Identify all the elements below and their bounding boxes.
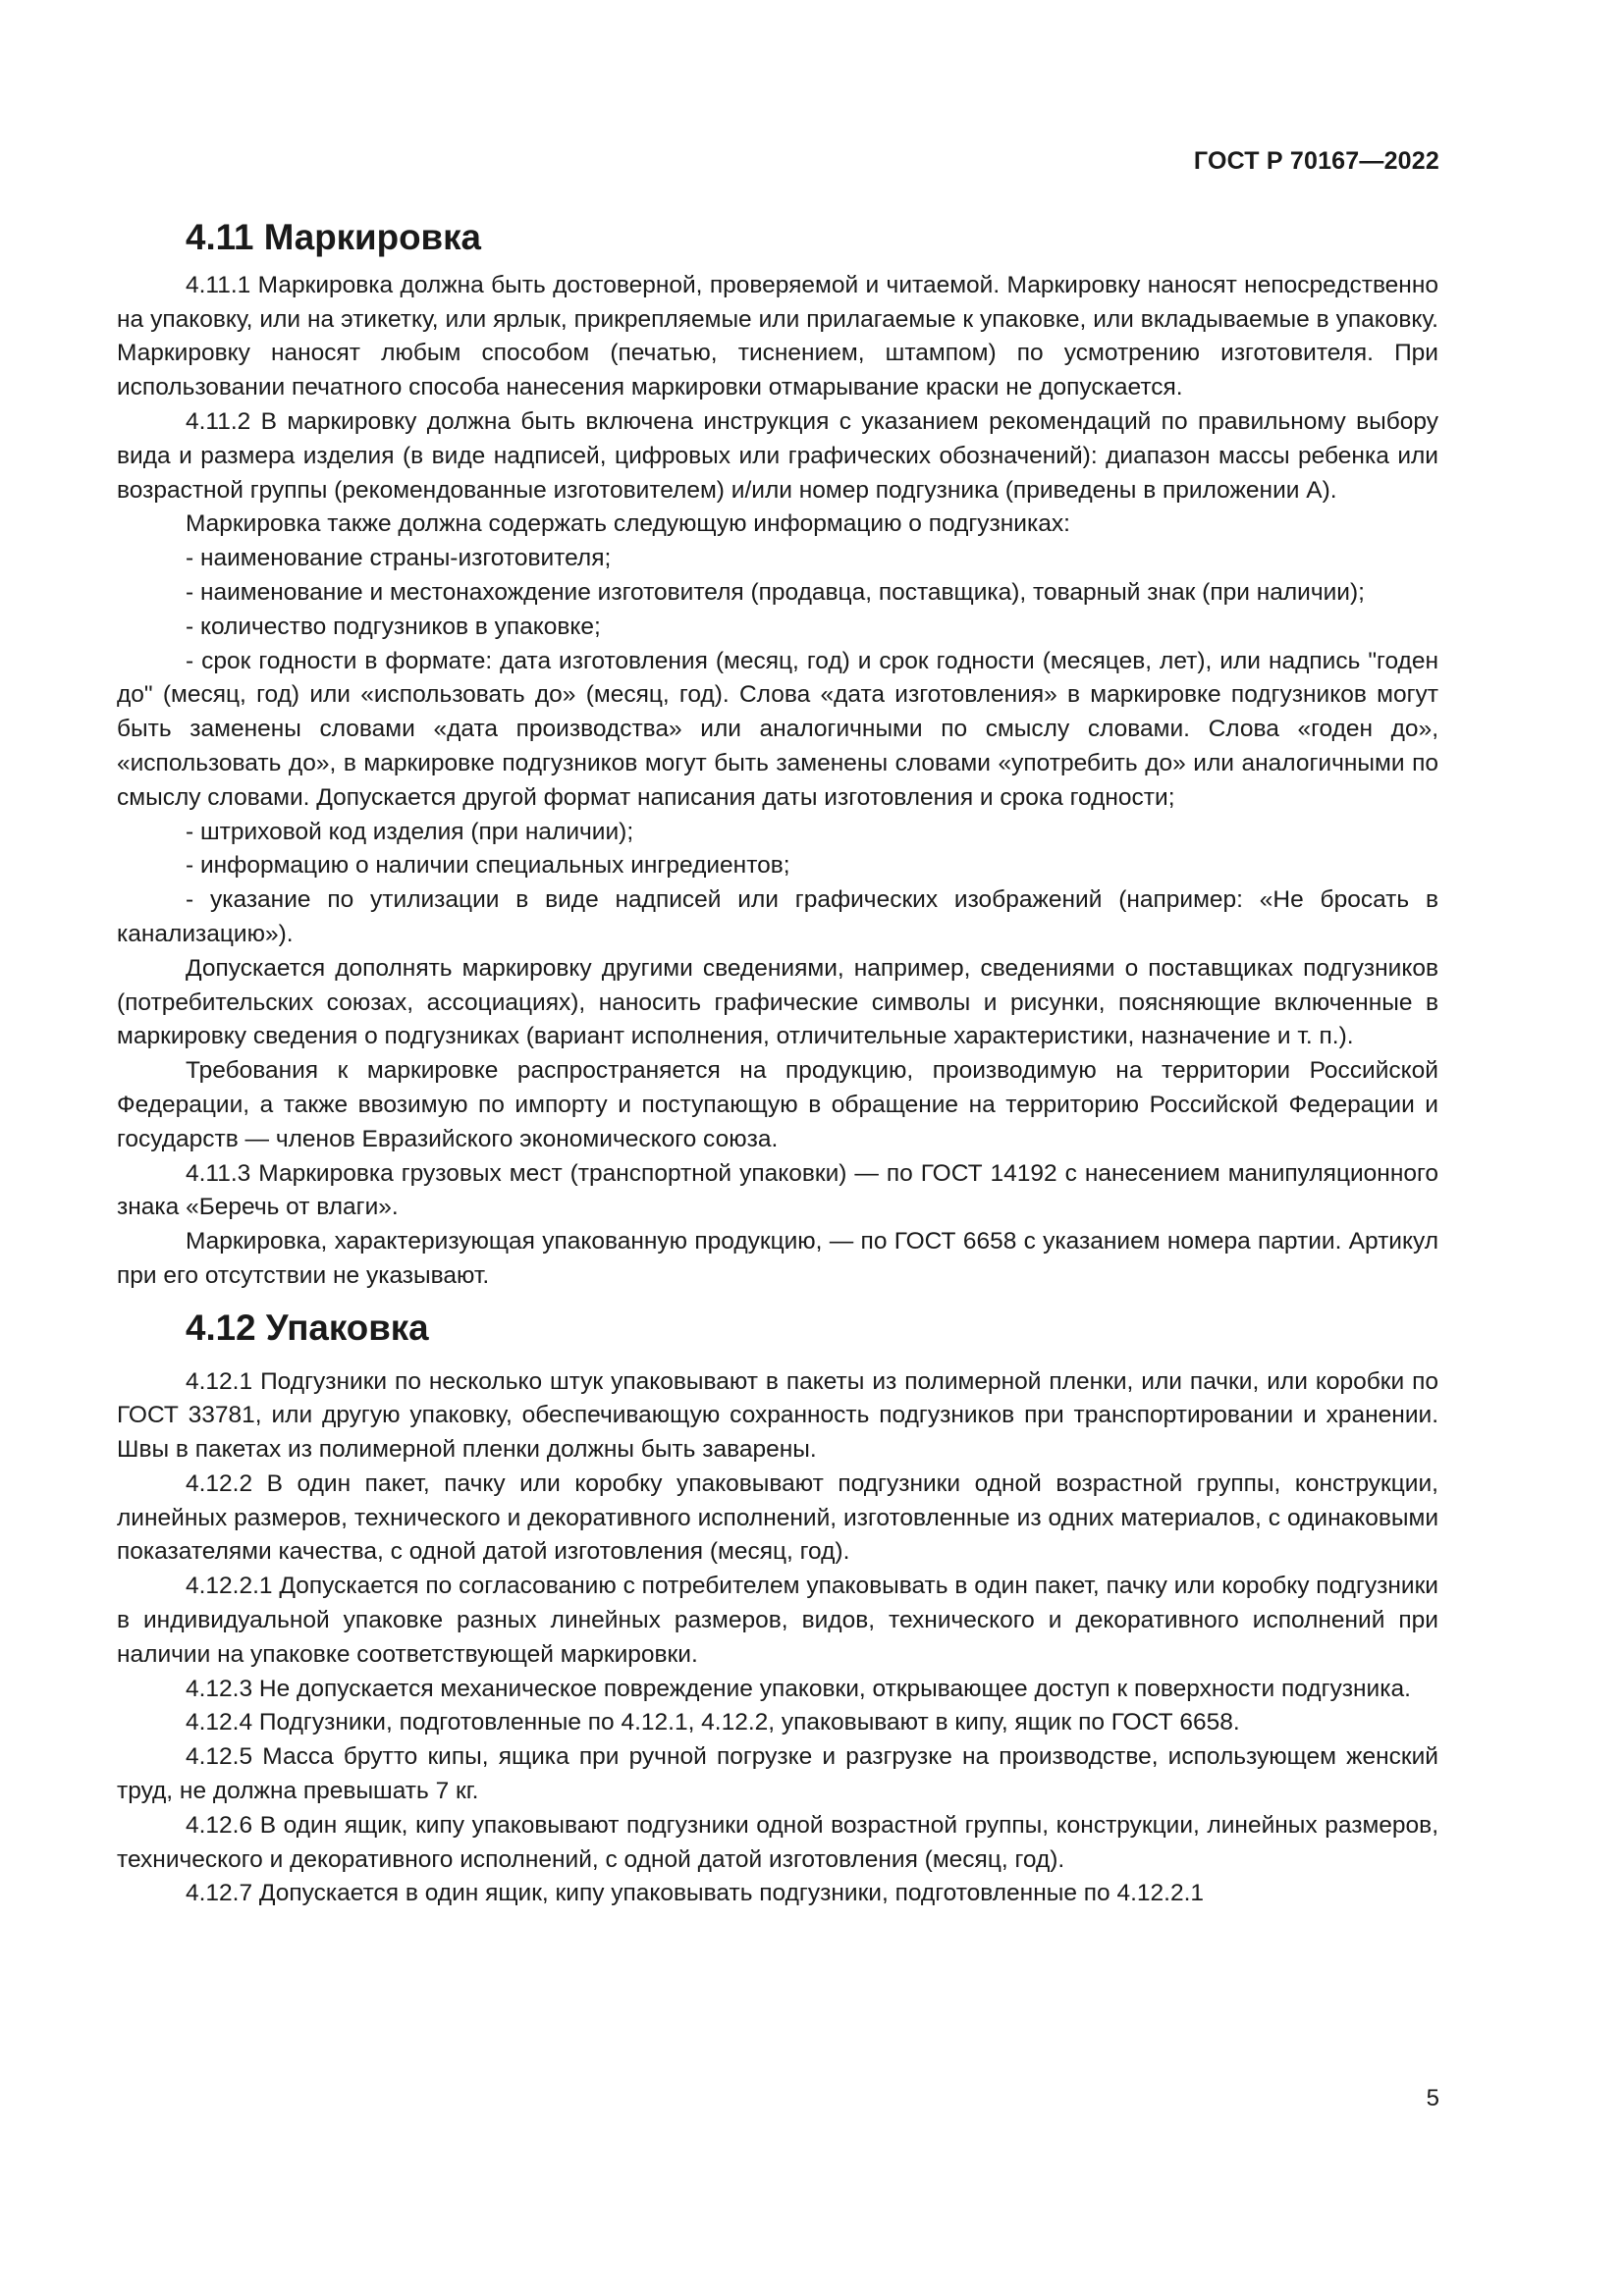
paragraph: 4.11.1 Маркировка должна быть достоверной, проверяемой и читаемой. Маркировку наносят непосредственно на упаковку, или на этикетку, или ярлык, прикрепляемые или прилагаемые к упаковке, или вкладываемые в упаковку. Маркировку наносят любым способом (печатью, тиснением, штампом) по усмотрению изготовителя. При использовании печатного способа нанесения маркировки отмарывание краски не допускается. xyxy=(117,271,1438,401)
list-item: - количество подгузников в упаковке; xyxy=(186,613,601,640)
page-number: 5 xyxy=(1426,2085,1439,2111)
paragraph: 4.12.4 Подгузники, подготовленные по 4.12.1, 4.12.2, упаковывают в кипу, ящик по ГОСТ 6658. xyxy=(186,1709,1240,1736)
paragraph: 4.12.6 В один ящик, кипу упаковывают подгузники одной возрастной группы, конструкции, линейных размеров, технического и декоративного исполнений, с одной датой изготовления (месяц, год). xyxy=(117,1811,1438,1873)
list-item: - срок годности в формате: дата изготовления (месяц, год) и срок годности (месяцев, лет), или надпись "годен до" (месяц, год) или «использовать до» (месяц, год). Слова «дата изготовления» в маркировке подгузников могут быть заменены словами «дата производства» или аналогичными по смыслу словами. Слова «годен до», «использовать до», в маркировке подгузников могут быть заменены словами «употребить до» или аналогичными по смыслу словами. Допускается другой формат написания даты изготовления и срока годности; xyxy=(117,647,1438,811)
list-item: - информацию о наличии специальных ингредиентов; xyxy=(186,852,790,880)
section-heading-4-11: 4.11 Маркировка xyxy=(186,217,481,257)
section-heading-4-12: 4.12 Упаковка xyxy=(186,1307,429,1348)
paragraph: 4.12.7 Допускается в один ящик, кипу упаковывать подгузники, подготовленные по 4.12.2.1 xyxy=(186,1880,1205,1907)
paragraph: Маркировка, характеризующая упакованную продукцию, — по ГОСТ 6658 с указанием номера партии. Артикул при его отсутствии не указывают. xyxy=(117,1228,1438,1289)
list-item: - указание по утилизации в виде надписей или графических изображений (например: «Не бросать в канализацию»). xyxy=(117,886,1438,947)
paragraph: 4.12.2.1 Допускается по согласованию с потребителем упаковывать в один пакет, пачку или коробку подгузники в индивидуальной упаковке разных линейных размеров, видов, технического и декоративного исполнений при наличии на упаковке соответствующей маркировки. xyxy=(117,1573,1438,1668)
paragraph: 4.11.2 В маркировку должна быть включена инструкция с указанием рекомендаций по правильному выбору вида и размера изделия (в виде надписей, цифровых или графических обозначений): диапазон массы ребенка или возрастной группы (рекомендованные изготовителем) и/или номер подгузника (приведены в приложении А). xyxy=(117,407,1438,504)
paragraph: Маркировка также должна содержать следующую информацию о подгузниках: xyxy=(186,510,1070,538)
paragraph: 4.11.3 Маркировка грузовых мест (транспортной упаковки) — по ГОСТ 14192 с нанесением манипуляционного знака «Беречь от влаги». xyxy=(117,1159,1438,1221)
list-item: - штриховой код изделия (при наличии); xyxy=(186,818,634,845)
paragraph: Требования к маркировке распространяется на продукцию, производимую на территории Российской Федерации, а также ввозимую по импорту и поступающую в обращение на территорию Российской Федерации и государств — членов Евразийского экономического союза. xyxy=(117,1057,1438,1152)
paragraph: 4.12.3 Не допускается механическое повреждение упаковки, открывающее доступ к поверхности подгузника. xyxy=(186,1675,1411,1702)
paragraph: 4.12.5 Масса брутто кипы, ящика при ручной погрузке и разгрузке на производстве, использующем женский труд, не должна превышать 7 кг. xyxy=(117,1743,1438,1805)
paragraph: Допускается дополнять маркировку другими сведениями, например, сведениями о поставщиках подгузников (потребительских союзах, ассоциациях), наносить графические символы и рисунки, поясняющие включенные в маркировку сведения о подгузниках (вариант исполнения, отличительные характеристики, назначение и т. п.). xyxy=(117,954,1438,1050)
document-body xyxy=(117,217,1438,1911)
list-item: - наименование страны-изготовителя; xyxy=(186,545,612,572)
list-item: - наименование и местонахождение изготовителя (продавца, поставщика), товарный знак (при наличии); xyxy=(186,578,1365,606)
paragraph: 4.12.1 Подгузники по несколько штук упаковывают в пакеты из полимерной пленки, или пачки, или коробки по ГОСТ 33781, или другую упаковку, обеспечивающую сохранность подгузников при транспортировании и хранении. Швы в пакетах из полимерной пленки должны быть заварены. xyxy=(117,1367,1438,1464)
document-code: ГОСТ Р 70167—2022 xyxy=(1193,147,1439,175)
paragraph: 4.12.2 В один пакет, пачку или коробку упаковывают подгузники одной возрастной группы, конструкции, линейных размеров, технического и декоративного исполнений, изготовленные из одних материалов, с одинаковыми показателями качества, с одной датой изготовления (месяц, год). xyxy=(117,1469,1438,1566)
